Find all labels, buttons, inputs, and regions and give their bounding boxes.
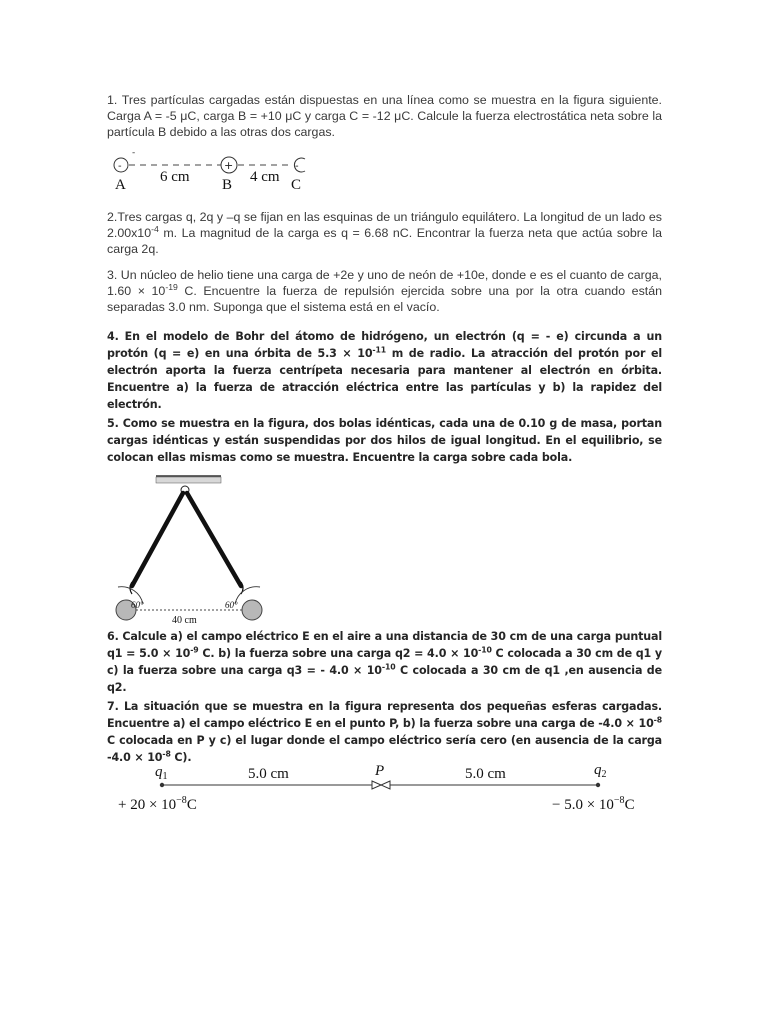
label-a: A (115, 177, 126, 193)
problem-1-figure (108, 145, 308, 195)
q1-value: + $20 \times 10^{-8}C$ (118, 795, 197, 813)
problem-3-text: 3. Un núcleo de helio tiene una carga de +2e y uno de neón de +10e, donde e es el cuanto de carga, $1.60 \times 10^{-19}$ C. Encuentre la fuerza de repulsión ejercida sobre una por la otra cuando están separadas 3.0 nm. Suponga que el sistema está en el vacío. (107, 268, 662, 314)
q2-value: − $5.0 \times 10^{-8}C$ (552, 795, 635, 813)
distance-bc: 4 cm (250, 169, 280, 185)
distance-ab: 6 cm (160, 169, 190, 185)
problem-7-text: 7. La situación que se muestra en la figura representa dos pequeñas esferas cargadas. Encuentre a) el campo eléctrico E en el punto P, b) la fuerza sobre una carga de $-4.0 \times 10^{-8}$ C colocada en P y c) el lugar donde el campo eléctrico sería cero (en ausencia de la carga $-4.0 \times 10^{-8}$ C). (107, 700, 662, 764)
left-thread (132, 493, 183, 586)
distance-right: 5.0 cm (465, 766, 506, 782)
right-angle-label: 60° (225, 600, 238, 610)
q2-label: $q_2$ (594, 762, 607, 780)
q2-dot (596, 783, 600, 787)
charge-b-sign: + (224, 159, 234, 172)
left-angle-label: 60° (131, 600, 144, 610)
right-thread (187, 493, 241, 586)
problem-2-text: 2.Tres cargas q, 2q y –q se fijan en las esquinas de un triángulo equilátero. La longitud de un lado es $2.00x10^{-4}$ m. La magnitud de la carga es q = 6.68 nC. Encontrar la fuerza neta que actúa sobre la carga 2q. (107, 210, 662, 256)
problem-5-figure (106, 474, 276, 624)
right-ball (242, 600, 262, 620)
point-p-marker (372, 781, 390, 789)
ceiling-block (156, 477, 221, 483)
problem-7-figure (110, 760, 670, 820)
label-b: B (222, 177, 233, 193)
problem-5-text: 5. Como se muestra en la figura, dos bolas idénticas, cada una de 0.10 g de masa, portan cargas idénticas y están suspendidas por dos hilos de igual longitud. En el equilibrio, se colocan ellas mismas como se muestra. Encuentre la carga sobre cada bola. (107, 417, 662, 464)
problem-6-text: 6. Calcule a) el campo eléctrico E en el aire a una distancia de 30 cm de una carga puntual $q1 = 5.0 \times 10^{-9}$ C. b) la fuerza sobre una carga $q2 = 4.0 \times 10^{-10}$ C colocada a 30 cm de q1 y c) la fuerza sobre una carga q3 = - $4.0 \times 10^{-10}$ C colocada a 30 cm de q1 ,en ausencia de q2. (107, 630, 662, 694)
charge-c-sign: - (295, 161, 299, 172)
charge-a-sign: - (118, 161, 122, 172)
problem-4-text: 4. En el modelo de Bohr del átomo de hidrógeno, un electrón (q = - e) circunda a un protón (q = e) en una órbita de $5.3 \times 10^{-11}$ m de radio. La atracción del protón por el electrón aporta la fuerza centrípeta necesaria para mantener al electrón en órbita. Encuentre a) la fuerza de atracción eléctrica entre las partículas y b) la rapidez del electrón. (107, 330, 662, 411)
problem-1-text: 1. Tres partículas cargadas están dispuestas en una línea como se muestra en la figura siguiente. Carga A = -5 μC, carga B = +10 μC y carga C = -12 μC. Calcule la fuerza electrostática neta sobre la partícula B debido a las otras dos cargas. (107, 93, 662, 139)
point-p-label: P (375, 763, 385, 779)
sign-above-c: - (132, 148, 136, 158)
q1-label: $q_1$ (155, 764, 168, 782)
q1-dot (160, 783, 164, 787)
label-c: C (291, 177, 302, 193)
separation-label: 40 cm (172, 615, 197, 626)
distance-left: 5.0 cm (248, 766, 289, 782)
